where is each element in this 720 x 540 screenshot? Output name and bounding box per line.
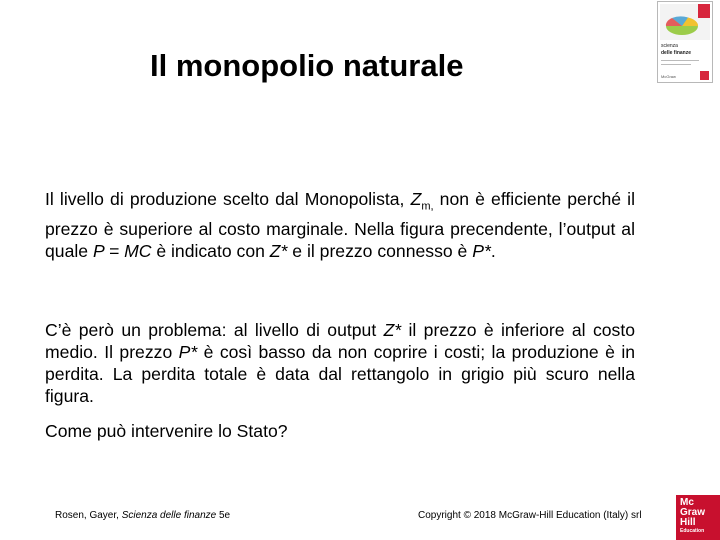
cover-title-line2: delle finanze <box>661 50 692 56</box>
text: non è efficiente perché il prezzo è superiore al costo marginale. Nella figura precendente, l’output al quale <box>45 189 636 261</box>
text: è indicato con <box>151 240 270 261</box>
logo-line: Graw <box>680 507 706 518</box>
text: Rosen, Gayer, <box>55 510 122 521</box>
paragraph-1 <box>45 188 635 262</box>
text: è così basso da non coprire i costi; la produzione è in perdita. La perdita totale è data dal rettangolo in grigio più scuro nella figura. <box>45 342 636 406</box>
book-cover-thumbnail <box>657 1 713 83</box>
logo-line: Hill <box>680 517 696 528</box>
var-pstar: P* <box>472 240 491 261</box>
var-pstar: P* <box>178 342 198 362</box>
cover-strip <box>698 4 710 18</box>
text: Il livello di produzione scelto dal Monopolista, <box>45 189 411 209</box>
book-title: Scienza delle finanze <box>121 510 217 521</box>
logo-line: Education <box>680 528 705 534</box>
cover-title-line1: scienza <box>661 43 678 49</box>
var-zstar: Z* <box>383 320 402 340</box>
footer-citation <box>55 510 230 521</box>
footer-copyright: Copyright © 2018 McGraw-Hill Education (Italy) srl <box>418 510 642 521</box>
cover-publisher: McGraw <box>661 74 676 79</box>
text: il prezzo è inferiore al costo medio. Il prezzo <box>45 320 636 362</box>
text: e il prezzo connesso è <box>287 240 473 261</box>
cover-divider <box>661 60 699 61</box>
text: 5e <box>216 510 231 521</box>
var-zstar: Z* <box>269 240 288 261</box>
text: . <box>490 240 496 261</box>
cover-logo <box>700 71 709 80</box>
paragraph-2 <box>45 319 635 407</box>
text: C’è però un problema: al livello di output <box>45 320 384 340</box>
var-z: Z <box>410 189 422 209</box>
mcgraw-hill-logo <box>676 495 720 540</box>
logo-line: Mc <box>680 497 694 508</box>
equation: P = MC <box>92 240 152 261</box>
cover-divider <box>661 64 691 65</box>
paragraph-3: Come può intervenire lo Stato? <box>45 421 288 441</box>
var-subscript: m, <box>421 200 434 213</box>
slide-title: Il monopolio naturale <box>150 48 464 83</box>
